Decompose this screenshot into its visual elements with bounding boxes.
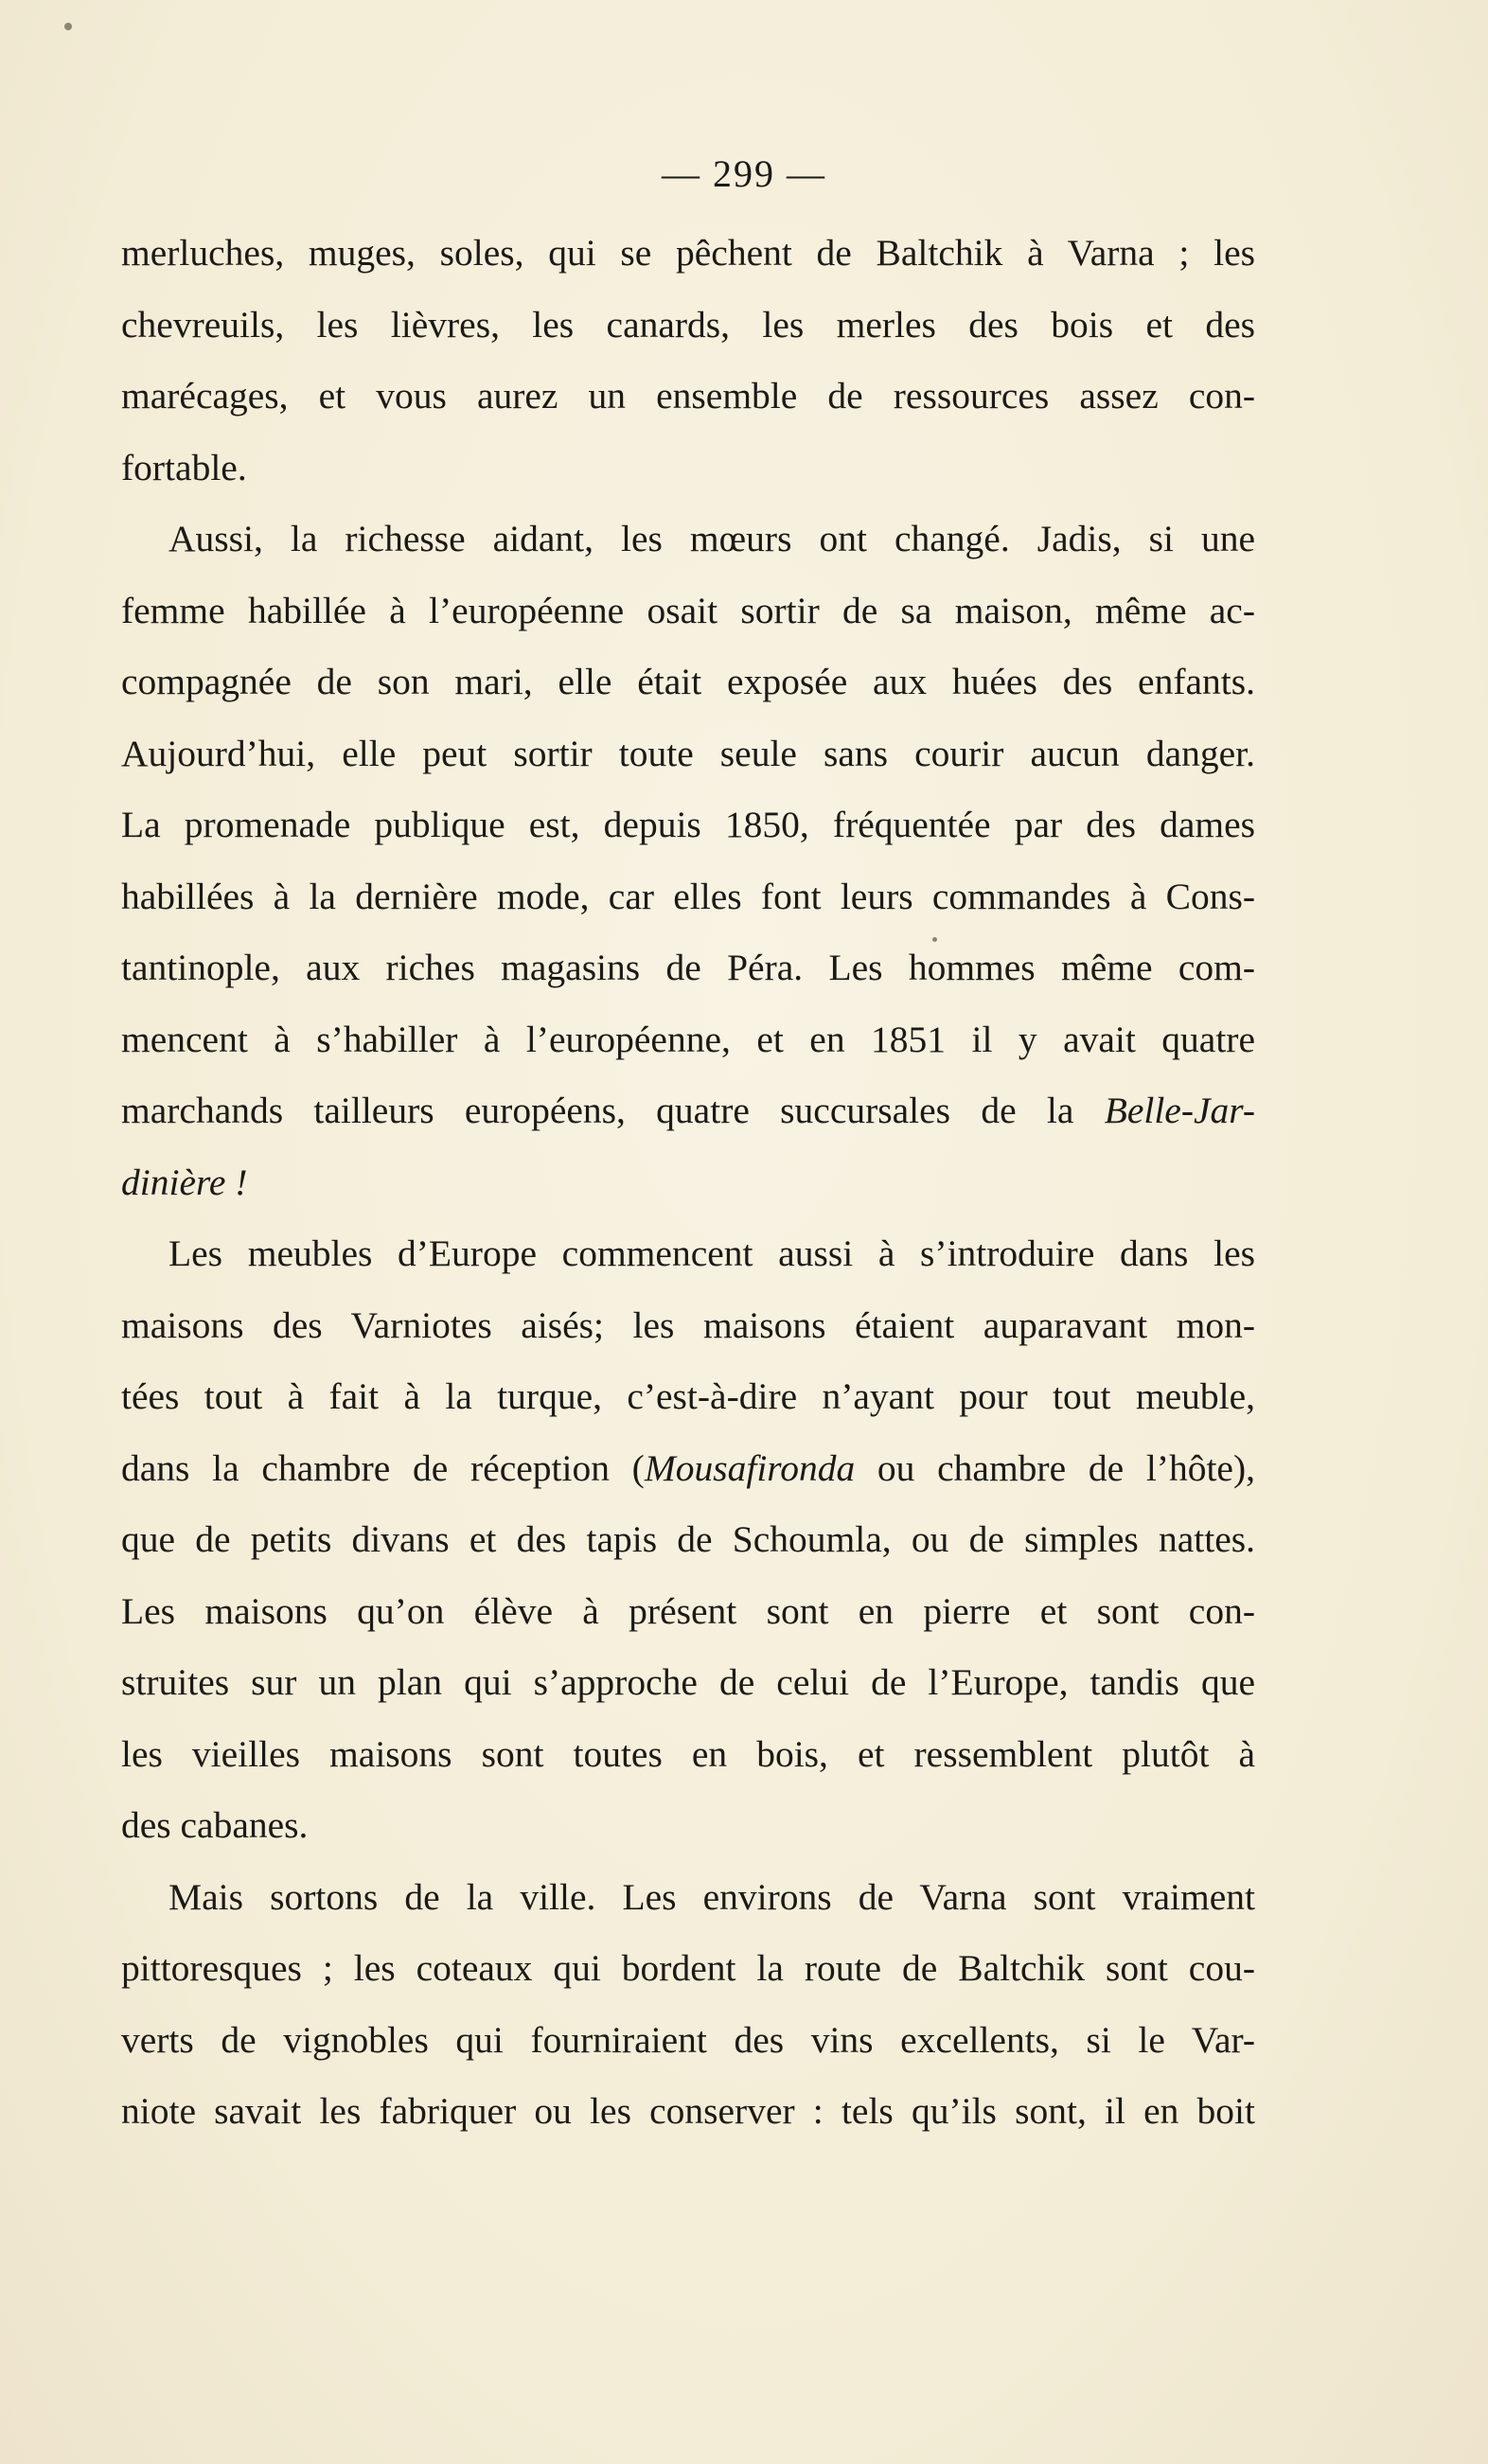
text-line: habillées à la dernière mode, car elles font leurs commandes à Cons- xyxy=(121,875,1255,917)
text-line: les vieilles maisons sont toutes en bois, et ressemblent plutôt à xyxy=(121,1732,1255,1775)
text-line: marécages, et vous aurez un ensemble de ressources assez con- xyxy=(121,375,1255,417)
text-line: tantinople, aux riches magasins de Péra. Les hommes même com- xyxy=(121,947,1255,988)
text-line: dans la chambre de réception (Mousafironda ou chambre de l’hôte), xyxy=(121,1446,1255,1489)
text-line: mencent à s’habiller à l’européenne, et en 1851 il y avait quatre xyxy=(121,1018,1255,1060)
italic-term: Mousafironda xyxy=(644,1446,856,1489)
text-line: que de petits divans et des tapis de Schoumla, ou de simples nattes. xyxy=(121,1518,1255,1560)
text-line: marchands tailleurs européens, quatre succursales de la Belle-Jar- xyxy=(121,1090,1255,1131)
paragraph-start-line: Les meubles d’Europe commencent aussi à s’introduire dans les xyxy=(168,1232,1255,1274)
paragraph-end-line xyxy=(121,1147,1255,1219)
text-line: La promenade publique est, depuis 1850, fréquentée par des dames xyxy=(121,804,1255,845)
italic-title: dinière ! xyxy=(121,1161,248,1203)
text-line: niote savait les fabriquer ou les conserver : tels qu’ils sont, il en boit xyxy=(121,2090,1255,2132)
paragraph-start-line: Mais sortons de la ville. Les environs de Varna sont vraiment xyxy=(168,1875,1255,1918)
page-number: — 299 — xyxy=(662,152,826,195)
text-line: struites sur un plan qui s’approche de celui de l’Europe, tandis que xyxy=(121,1661,1255,1703)
italic-title: Belle-Jar- xyxy=(1104,1090,1255,1131)
text-line: merluches, muges, soles, qui se pêchent de Baltchik à Varna ; les xyxy=(121,232,1255,274)
text-line: compagnée de son mari, elle était exposée aux huées des enfants. xyxy=(121,661,1255,702)
text-line: femme habillée à l’européenne osait sortir de sa maison, même ac- xyxy=(121,589,1255,631)
text-line: Les maisons qu’on élève à présent sont en pierre et sont con- xyxy=(121,1589,1255,1632)
text-line: Aujourd’hui, elle peut sortir toute seule sans courir aucun danger. xyxy=(121,732,1255,774)
text-line: chevreuils, les lièvres, les canards, les merles des bois et des xyxy=(121,303,1255,346)
text-line: tées tout à fait à la turque, c’est-à-dire n’ayant pour tout meuble, xyxy=(121,1375,1255,1417)
paper-speck xyxy=(64,23,72,30)
body-text xyxy=(121,218,1255,2148)
text-line: verts de vignobles qui fourniraient des vins excellents, si le Var- xyxy=(121,2018,1255,2061)
paragraph-end-line: des cabanes. xyxy=(121,1804,309,1846)
text-line: pittoresques ; les coteaux qui bordent la route de Baltchik sont cou- xyxy=(121,1947,1255,1989)
paragraph-end-line: fortable. xyxy=(121,446,247,488)
paragraph-start-line: Aussi, la richesse aidant, les mœurs ont changé. Jadis, si une xyxy=(168,518,1255,559)
text-line: maisons des Varniotes aisés; les maisons étaient auparavant mon- xyxy=(121,1303,1255,1346)
